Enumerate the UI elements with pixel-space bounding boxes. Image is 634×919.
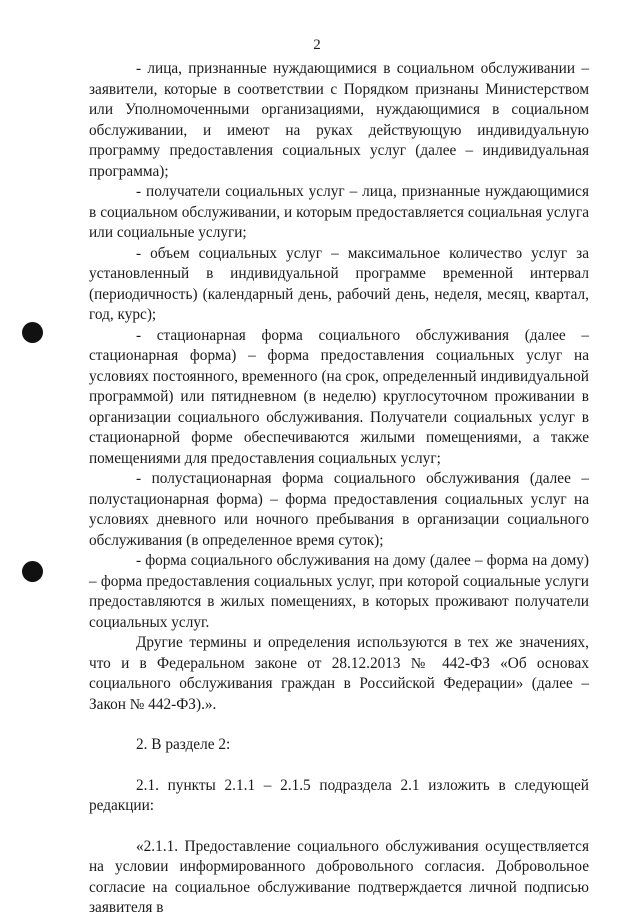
paragraph-section-2: 2. В разделе 2: [136,736,231,753]
paragraph-home-form: - форма социального обслуживания на дому (далее – форма на дому) – форма предоставления социальных услуг, при которой социальные услуги предоставляются в жилых помещениях, в которых проживают получатели социальных услуг. [89,552,589,631]
page-number: 2 [313,37,321,53]
punch-hole-bottom [22,561,43,582]
document-body [89,59,589,919]
paragraph-clause-2-1: 2.1. пункты 2.1.1 – 2.1.5 подраздела 2.1 изложить в следующей редакции: [89,776,589,814]
punch-hole-top [22,322,43,343]
paragraph-applicants-definition: - лица, признанные нуждающимися в социальном обслуживании – заявители, которые в соответствии с Порядком признаны Министерством или Уполномоченными организациями, нуждающимися в социальном обслуживании, и имеют на руках действующую индивидуальную программу предоставления социальных услуг (далее – индивидуальная программа); [89,60,589,180]
paragraph-volume-definition: - объем социальных услуг – максимальное количество услуг за установленный в индивидуальной программе временной интервал (периодичность) (календарный день, рабочий день, неделя, месяц, квартал, год, курс); [89,244,589,323]
paragraph-stationary-form: - стационарная форма социального обслуживания (далее – стационарная форма) – форма предоставления социальных услуг на условиях постоянного, временного (на срок, определенный индивидуальной программой) или пятидневном (в неделю) круглосуточном проживании в организации социального обслуживания. Получатели социальных услуг в стационарной форме обеспечиваются жилыми помещениями, а также помещениями для предоставления социальных услуг; [89,326,589,467]
paragraph-semi-stationary-form: - полустационарная форма социального обслуживания (далее – полустационарная форма) – форма предоставления социальных услуг на условиях дневного или ночного пребывания в организации социального обслуживания (в определенное время суток); [89,470,589,549]
paragraph-clause-2-1-1: «2.1.1. Предоставление социального обслуживания осуществляется на условии информированного добровольного согласия. Добровольное согласие на социальное обслуживание подтверждается личной подписью заявителя в [89,837,589,916]
paragraph-other-terms: Другие термины и определения используются в тех же значениях, что и в Федеральном законе от 28.12.2013 № 442-ФЗ «Об основах социального обслуживания граждан в Российской Федерации» (далее – Закон № 442-ФЗ).». [89,634,589,713]
paragraph-recipients-definition: - получатели социальных услуг – лица, признанные нуждающимися в социальном обслуживании, и которым предоставляется социальная услуга или социальные услуги; [89,183,589,241]
